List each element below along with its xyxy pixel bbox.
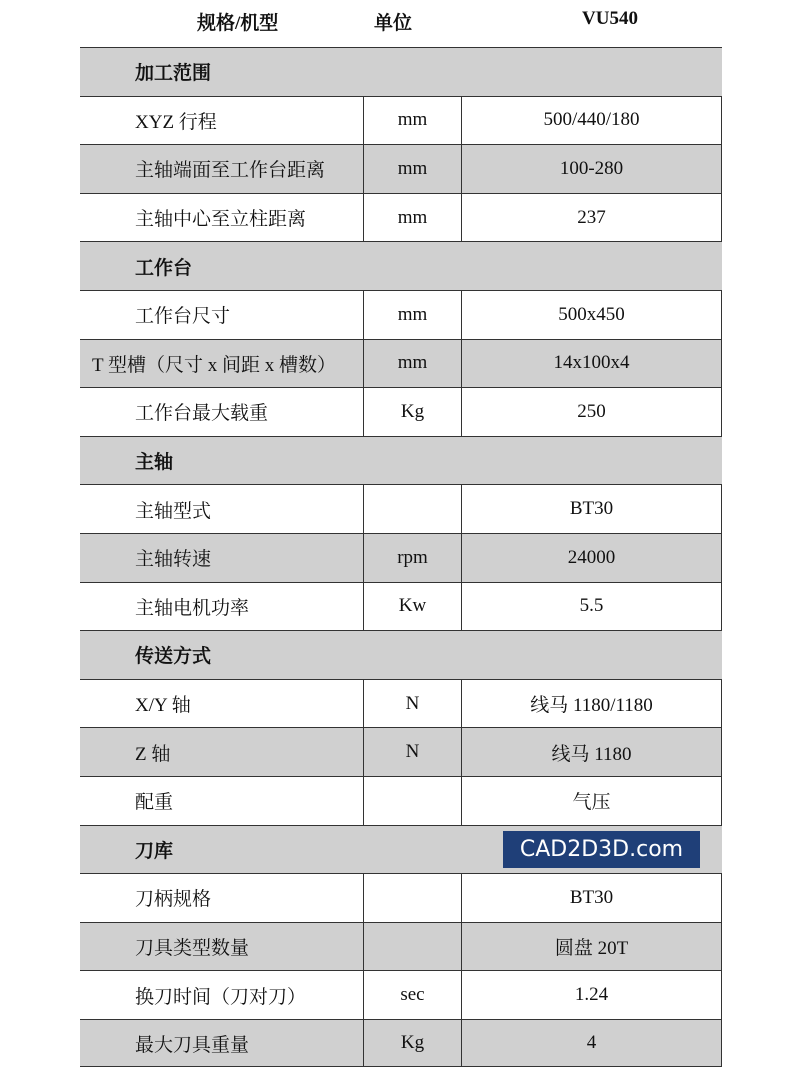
table-row [80,776,722,825]
spec-unit [364,874,462,922]
spec-value: 500/440/180 [462,97,722,145]
spec-name: 主轴型式 [80,485,364,533]
spec-value: 线马 1180/1180 [462,680,722,728]
table-row [80,193,722,242]
spec-name: 主轴端面至工作台距离 [80,145,364,193]
table-row [80,290,722,339]
spec-name: XYZ 行程 [80,97,364,145]
section-title: 加工范围 [135,63,212,85]
header-unit-label: 单位 [374,13,413,34]
table-row [80,484,722,533]
spec-unit: rpm [364,534,462,582]
spec-name: 工作台尺寸 [80,291,364,339]
spec-name: 最大刀具重量 [80,1020,364,1067]
table-row [80,679,722,728]
spec-unit: mm [364,145,462,193]
spec-unit: N [364,680,462,728]
spec-unit [364,485,462,533]
table-row [80,922,722,971]
spec-name: X/Y 轴 [80,680,364,728]
spec-name: 刀柄规格 [80,874,364,922]
spec-value: 线马 1180 [462,728,722,776]
spec-value: 气压 [462,777,722,825]
spec-name: 主轴中心至立柱距离 [80,194,364,242]
spec-name: T 型槽（尺寸 x 间距 x 槽数） [80,340,364,388]
table-header [0,0,800,47]
spec-value: 237 [462,194,722,242]
table-row [80,387,722,436]
section-row [80,436,722,485]
spec-value: 14x100x4 [462,340,722,388]
spec-unit [364,923,462,971]
table-row [80,96,722,145]
table-row [80,339,722,388]
spec-unit: mm [364,194,462,242]
header-spec-label: 规格/机型 [197,13,279,34]
section-row [80,241,722,290]
section-title: 主轴 [135,452,174,474]
spec-value: 1.24 [462,971,722,1019]
section-row [80,47,722,96]
watermark-logo: CAD2D3D.com [503,831,700,868]
spec-name: 工作台最大载重 [80,388,364,436]
spec-value: 圆盘 20T [462,923,722,971]
spec-value: 24000 [462,534,722,582]
table-row [80,873,722,922]
section-title: 刀库 [135,840,174,862]
spec-name: 换刀时间（刀对刀） [80,971,364,1019]
spec-name: 配重 [80,777,364,825]
header-model-label: VU540 [582,8,638,29]
spec-value: BT30 [462,874,722,922]
spec-unit: Kw [364,583,462,631]
spec-value: 500x450 [462,291,722,339]
section-title: 传送方式 [135,646,212,668]
spec-unit [364,777,462,825]
spec-value: BT30 [462,485,722,533]
spec-table [80,47,722,1067]
spec-unit: Kg [364,388,462,436]
spec-unit: mm [364,97,462,145]
spec-unit: sec [364,971,462,1019]
spec-unit: N [364,728,462,776]
spec-name: 刀具类型数量 [80,923,364,971]
table-row [80,970,722,1019]
spec-name: 主轴电机功率 [80,583,364,631]
spec-value: 5.5 [462,583,722,631]
table-row [80,144,722,193]
spec-unit: Kg [364,1020,462,1067]
spec-name: 主轴转速 [80,534,364,582]
spec-unit: mm [364,340,462,388]
spec-value: 100-280 [462,145,722,193]
spec-name: Z 轴 [80,728,364,776]
spec-value: 250 [462,388,722,436]
section-title: 工作台 [135,257,193,279]
section-row [80,630,722,679]
table-row [80,727,722,776]
spec-unit: mm [364,291,462,339]
spec-value: 4 [462,1020,722,1067]
table-row [80,533,722,582]
table-row [80,582,722,631]
table-row [80,1019,722,1068]
